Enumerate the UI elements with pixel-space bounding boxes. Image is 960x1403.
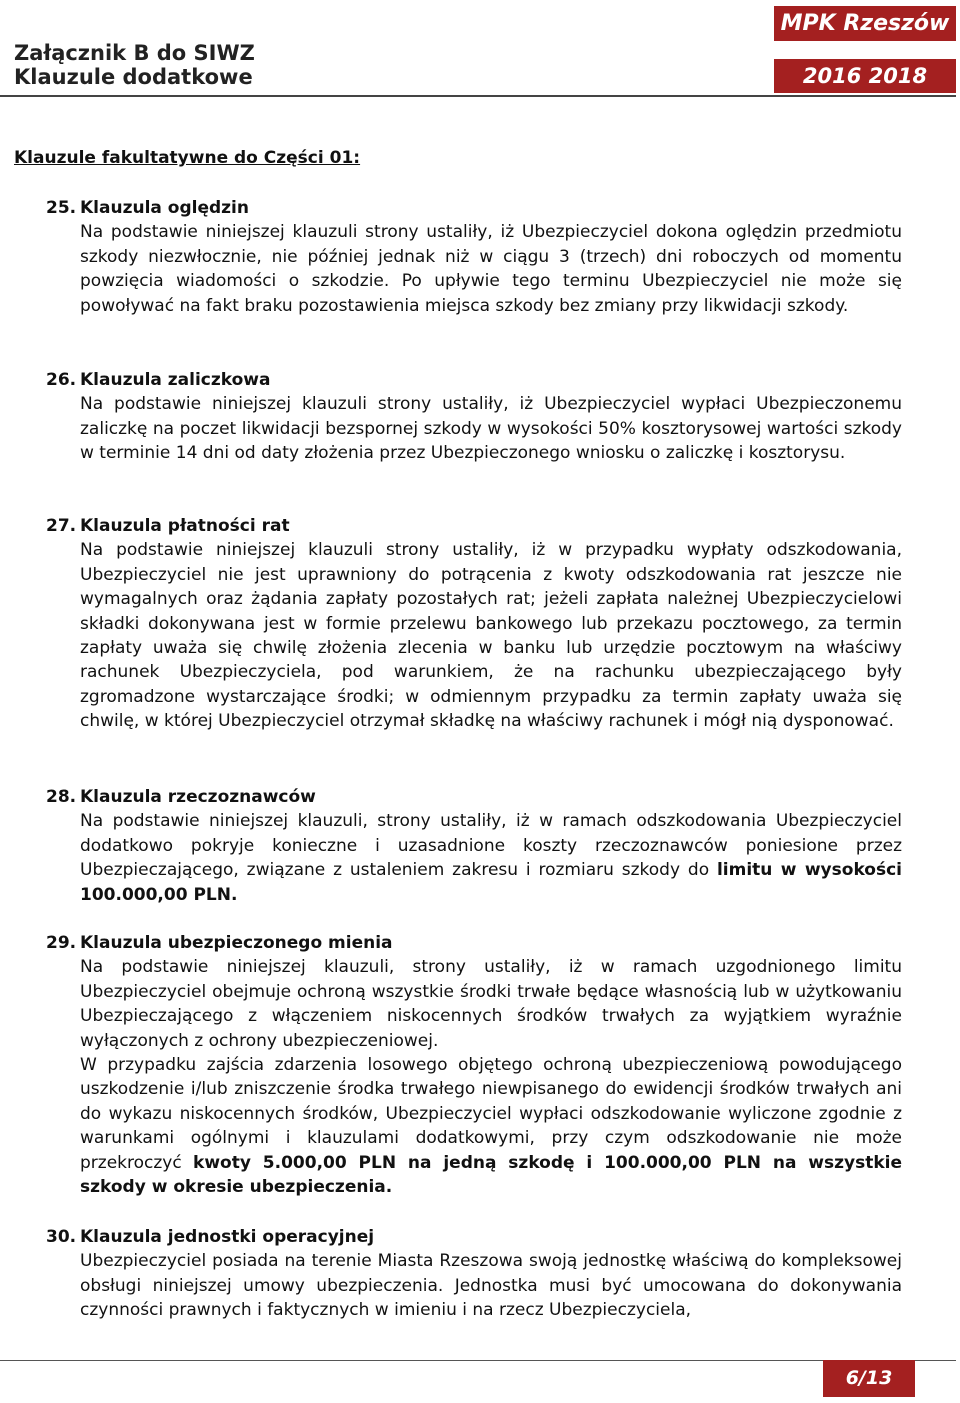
- clause-title: Klauzula oględzin: [80, 198, 249, 218]
- clause-heading: [46, 1225, 902, 1249]
- footer-divider: [0, 1360, 956, 1361]
- clause-limit-bold: limitu w wysokości 100.000,00 PLN.: [80, 860, 902, 905]
- document-title: Załącznik B do SIWZ: [14, 41, 255, 65]
- clause-text: Ubezpieczyciel posiada na terenie Miasta Rzeszowa swoją jednostkę właściwą do kompleksowej obsługi niniejszej umowy ubezpieczenia. Jednostka musi być umocowana do dokonywania czynności prawnych i faktycznych w imieniu i na rzecz Ubezpieczyciela,: [80, 1251, 902, 1321]
- clause-heading: [46, 514, 902, 538]
- clause-text-regular: W przypadku zajścia zdarzenia losowego objętego ochroną ubezpieczeniową powodującego uszkodzenie i/lub zniszczenie środka trwałego niewpisanego do ewidencji środków trwałych ani do wykazu niskocennych środków, Ubezpieczyciel wypłaci odszkodowanie wyliczone zgodnie z warunkami ogólnymi i klauzulami dodatkowymi, przy czym odszkodowanie nie może przekroczyć: [80, 1055, 902, 1173]
- clause-heading: [46, 196, 902, 220]
- clause-title: Klauzula jednostki operacyjnej: [80, 1227, 375, 1247]
- page-number: 6/13: [823, 1360, 915, 1397]
- clause-number: 29.: [46, 933, 77, 953]
- clause-title: Klauzula ubezpieczonego mienia: [80, 933, 393, 953]
- clause-title: Klauzula płatności rat: [80, 516, 290, 536]
- clause-text: [80, 809, 902, 907]
- years-badge: 2016 2018: [774, 59, 956, 93]
- clause-number: 25.: [46, 198, 77, 218]
- clause-25: [46, 196, 902, 318]
- clause-28: [46, 785, 902, 907]
- clause-heading: [46, 368, 902, 392]
- clause-text: Na podstawie niniejszej klauzuli strony ustaliły, iż Ubezpieczyciel dokona oględzin przedmiotu szkody niezwłocznie, nie później jednak niż w ciągu 3 (trzech) dni roboczych od momentu powzięcia wiadomości o szkodzie. Po upływie tego terminu Ubezpieczyciel nie może się powoływać na fakt braku pozostawienia miejsca szkody bez zmiany przy likwidacji szkody.: [80, 222, 902, 316]
- clause-text: Na podstawie niniejszej klauzuli strony ustaliły, iż w przypadku wypłaty odszkodowania, Ubezpieczyciel nie jest uprawniony do potrącenia z kwoty odszkodowania rat jeszcze nie wymagalnych oraz żądania zapłaty pozostałych rat; jeżeli zapłata należnej Ubezpieczycielowi składki dokonywana jest w formie przelewu bankowego lub przekazu pocztowego, za termin zapłaty uważa się chwilę złożenia zlecenia w banku lub urzędzie pocztowym na właściwy rachunek Ubezpieczyciela, pod warunkiem, że na rachunku ubezpieczającego były zgromadzone wystarczające środki; w odmiennym przypadku za termin zapłaty uważa się chwilę, w której Ubezpieczyciel otrzymał składkę na właściwy rachunek i mógł nią dysponować.: [80, 540, 902, 732]
- clause-27: [46, 514, 902, 734]
- clause-heading: [46, 931, 902, 955]
- brand-badge: MPK Rzeszów: [774, 6, 956, 41]
- clause-heading: [46, 785, 902, 809]
- clause-text: Na podstawie niniejszej klauzuli strony ustaliły, iż Ubezpieczyciel wypłaci Ubezpieczonemu zaliczkę na poczet likwidacji bezspornej szkody w wysokości 50% kosztorysowej wartości szkody w terminie 14 dni od daty złożenia przez Ubezpieczonego wniosku o zaliczkę i kosztorysu.: [80, 394, 902, 464]
- clause-text-regular: Na podstawie niniejszej klauzuli, strony ustaliły, iż w ramach odszkodowania Ubezpieczyciel dodatkowo pokryje konieczne i uzasadnione koszty rzeczoznawców poniesione przez Ubezpieczającego, związane z ustaleniem zakresu i rozmiaru szkody do: [80, 811, 902, 881]
- clause-text-2: [80, 1053, 902, 1199]
- section-title: Klauzule fakultatywne do Części 01:: [14, 148, 361, 168]
- clause-number: 28.: [46, 787, 77, 807]
- clause-number: 30.: [46, 1227, 77, 1247]
- clause-limit-bold: kwoty 5.000,00 PLN na jedną szkodę i 100.000,00 PLN na wszystkie szkody w okresie ubezpieczenia.: [80, 1152, 902, 1198]
- document-subtitle: Klauzule dodatkowe: [14, 65, 253, 89]
- page-header: [0, 0, 960, 96]
- clause-number: 27.: [46, 516, 77, 536]
- clause-text: Na podstawie niniejszej klauzuli, strony ustaliły, iż w ramach uzgodnionego limitu Ubezpieczyciel obejmuje ochroną wszystkie środki trwałe będące własnością lub w użytkowaniu Ubezpieczającego z włączeniem niskocennych środków trwałych za wyjątkiem wyraźnie wyłączonych z ochrony ubezpieczeniowej.: [80, 957, 902, 1051]
- header-divider: [0, 95, 956, 97]
- clause-title: Klauzula zaliczkowa: [80, 370, 271, 390]
- clause-26: [46, 368, 902, 466]
- clause-29: [46, 931, 902, 1199]
- clause-number: 26.: [46, 370, 77, 390]
- clause-title: Klauzula rzeczoznawców: [80, 787, 316, 807]
- clause-30: [46, 1225, 902, 1323]
